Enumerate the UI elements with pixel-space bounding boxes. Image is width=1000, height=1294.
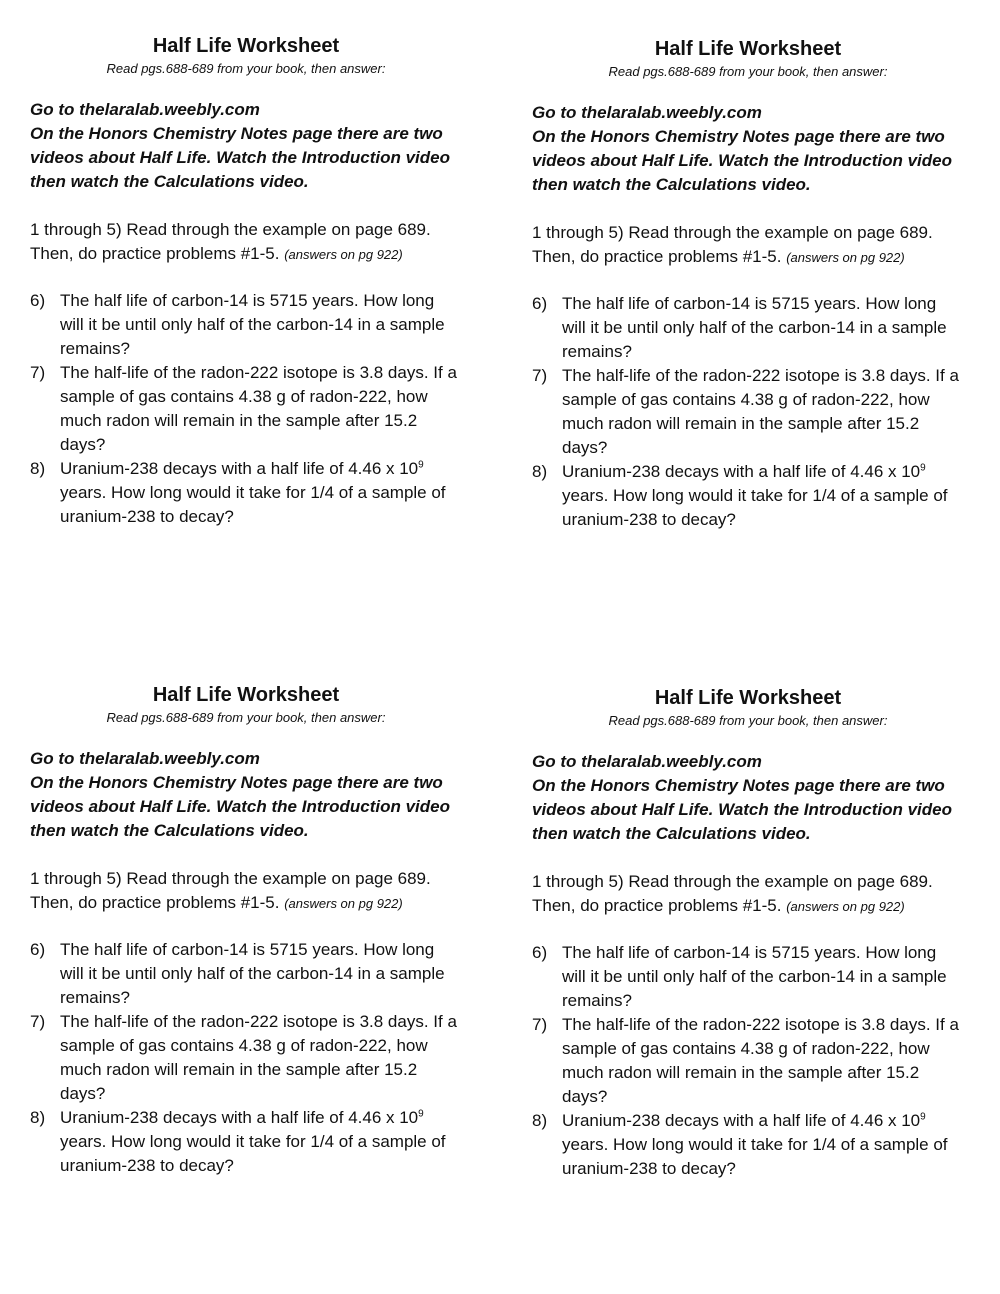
practice-line: 1 through 5) Read through the example on page 689.: [532, 872, 933, 891]
question-list: [30, 938, 462, 1178]
worksheet-top-right: [532, 37, 964, 532]
question-item: [532, 941, 964, 1013]
question-item: [532, 1109, 964, 1181]
practice-line: 1 through 5) Read through the example on page 689.: [30, 869, 431, 888]
question-text: Uranium-238 decays with a half life of 4.46 x $10^9$ years. How long would it take for 1/4 of a sample of uranium-238 to decay?: [60, 459, 446, 526]
question-text: The half life of carbon-14 is 5715 years. How long will it be until only half of the carbon-14 in a sample remains?: [60, 940, 445, 1007]
answers-note: (answers on pg 922): [284, 896, 403, 911]
question-number: 6): [532, 294, 548, 313]
question-number: 6): [532, 943, 548, 962]
question-number: 6): [30, 940, 46, 959]
question-number: 6): [30, 291, 46, 310]
intro-line: On the Honors Chemistry Notes page there are two: [532, 776, 945, 795]
question-text: The half-life of the radon-222 isotope is 3.8 days. If a sample of gas contains 4.38 g of radon-222, how much radon will remain in the sample after 15.2 days?: [562, 366, 959, 457]
question-text: The half-life of the radon-222 isotope is 3.8 days. If a sample of gas contains 4.38 g of radon-222, how much radon will remain in the sample after 15.2 days?: [562, 1015, 959, 1106]
question-text: The half life of carbon-14 is 5715 years. How long will it be until only half of the carbon-14 in a sample remains?: [60, 291, 445, 358]
worksheet-subtitle: Read pgs.688-689 from your book, then answer:: [106, 710, 386, 725]
intro-line: On the Honors Chemistry Notes page there are two: [30, 773, 443, 792]
practice-instructions: [532, 221, 964, 270]
worksheet-subtitle: Read pgs.688-689 from your book, then answer:: [106, 61, 386, 76]
intro-instructions: [30, 747, 462, 843]
practice-instructions: [30, 218, 462, 267]
question-item: [30, 289, 462, 361]
intro-line: videos about Half Life. Watch the Introduction video: [30, 148, 450, 167]
question-text: The half-life of the radon-222 isotope is 3.8 days. If a sample of gas contains 4.38 g of radon-222, how much radon will remain in the sample after 15.2 days?: [60, 1012, 457, 1103]
question-text: The half life of carbon-14 is 5715 years. How long will it be until only half of the carbon-14 in a sample remains?: [562, 294, 947, 361]
intro-line: On the Honors Chemistry Notes page there are two: [30, 124, 443, 143]
website-line: Go to thelaralab.weebly.com: [532, 752, 762, 771]
question-item: [532, 460, 964, 532]
intro-line: then watch the Calculations video.: [30, 172, 309, 191]
worksheet-bottom-left: [30, 683, 462, 1178]
answers-note: (answers on pg 922): [786, 899, 905, 914]
practice-line: Then, do practice problems #1-5. (answers on pg 922): [532, 247, 905, 266]
intro-instructions: [30, 98, 462, 194]
question-number: 8): [30, 1108, 46, 1127]
question-list: [30, 289, 462, 529]
question-item: [30, 938, 462, 1010]
question-number: 8): [532, 462, 548, 481]
practice-line: Then, do practice problems #1-5. (answers on pg 922): [30, 244, 403, 263]
question-item: [30, 1010, 462, 1106]
intro-line: On the Honors Chemistry Notes page there are two: [532, 127, 945, 146]
worksheet-top-left: [30, 34, 462, 529]
question-number: 7): [532, 366, 548, 385]
intro-instructions: [532, 101, 964, 197]
question-text: The half-life of the radon-222 isotope is 3.8 days. If a sample of gas contains 4.38 g of radon-222, how much radon will remain in the sample after 15.2 days?: [60, 363, 457, 454]
practice-line: Then, do practice problems #1-5. (answers on pg 922): [30, 893, 403, 912]
question-number: 7): [30, 1012, 46, 1031]
question-number: 8): [30, 459, 46, 478]
answers-note: (answers on pg 922): [284, 247, 403, 262]
intro-line: videos about Half Life. Watch the Introduction video: [532, 800, 952, 819]
worksheet-title: Half Life Worksheet: [152, 684, 340, 706]
website-line: Go to thelaralab.weebly.com: [532, 103, 762, 122]
answers-note: (answers on pg 922): [786, 250, 905, 265]
question-number: 8): [532, 1111, 548, 1130]
question-text: Uranium-238 decays with a half life of 4.46 x $10^9$ years. How long would it take for 1/4 of a sample of uranium-238 to decay?: [60, 1108, 446, 1175]
worksheet-subtitle: Read pgs.688-689 from your book, then answer:: [608, 713, 888, 728]
exponent: 9: [418, 1108, 424, 1120]
practice-instructions: [532, 870, 964, 919]
practice-instructions: [30, 867, 462, 916]
question-text: Uranium-238 decays with a half life of 4.46 x $10^9$ years. How long would it take for 1/4 of a sample of uranium-238 to decay?: [562, 462, 948, 529]
question-number: 7): [532, 1015, 548, 1034]
question-list: [532, 941, 964, 1181]
question-text: Uranium-238 decays with a half life of 4.46 x $10^9$ years. How long would it take for 1/4 of a sample of uranium-238 to decay?: [562, 1111, 948, 1178]
exponent: 9: [418, 459, 424, 471]
intro-line: videos about Half Life. Watch the Introduction video: [532, 151, 952, 170]
question-list: [532, 292, 964, 532]
intro-line: then watch the Calculations video.: [532, 824, 811, 843]
worksheet-title: Half Life Worksheet: [654, 687, 842, 709]
question-item: [532, 364, 964, 460]
worksheet-bottom-right: [532, 686, 964, 1181]
question-item: [532, 292, 964, 364]
intro-instructions: [532, 750, 964, 846]
website-line: Go to thelaralab.weebly.com: [30, 749, 260, 768]
question-item: [30, 1106, 462, 1178]
question-item: [30, 361, 462, 457]
worksheet-subtitle: Read pgs.688-689 from your book, then answer:: [608, 64, 888, 79]
question-item: [532, 1013, 964, 1109]
intro-line: then watch the Calculations video.: [532, 175, 811, 194]
intro-line: then watch the Calculations video.: [30, 821, 309, 840]
question-item: [30, 457, 462, 529]
question-number: 7): [30, 363, 46, 382]
exponent: 9: [920, 462, 926, 474]
practice-line: 1 through 5) Read through the example on page 689.: [532, 223, 933, 242]
practice-line: Then, do practice problems #1-5. (answers on pg 922): [532, 896, 905, 915]
worksheet-title: Half Life Worksheet: [654, 38, 842, 60]
question-text: The half life of carbon-14 is 5715 years. How long will it be until only half of the carbon-14 in a sample remains?: [562, 943, 947, 1010]
practice-line: 1 through 5) Read through the example on page 689.: [30, 220, 431, 239]
intro-line: videos about Half Life. Watch the Introduction video: [30, 797, 450, 816]
worksheet-title: Half Life Worksheet: [152, 35, 340, 57]
website-line: Go to thelaralab.weebly.com: [30, 100, 260, 119]
exponent: 9: [920, 1111, 926, 1123]
